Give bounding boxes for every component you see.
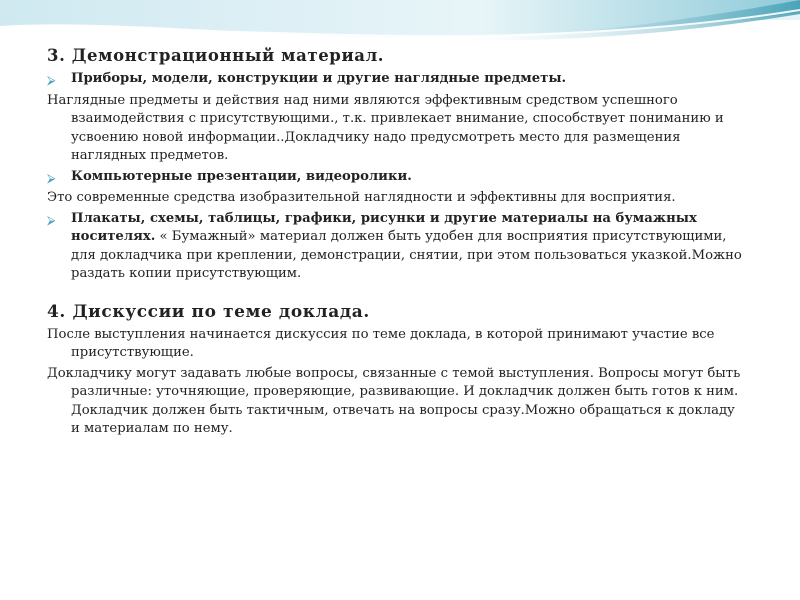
section-3-title: 3. Демонстрационный материал.	[47, 46, 385, 65]
bullet-posters-bold: Плакаты, схемы, таблицы, графики, рисунки и другие материалы на бумажных носителях.	[71, 210, 697, 244]
paragraph-questions: Докладчику могут задавать любые вопросы, связанные с темой выступления. Вопросы могут быть различные: уточняющие, проверяющие, развивающие. И докладчик должен быть готов к ним. Докладчик должен быть тактичным, отвечать на вопросы сразу.Можно обращаться к докладу и материалам по нему.	[47, 365, 741, 436]
bullet-devices-text: Приборы, модели, конструкции и другие наглядные предметы.	[71, 71, 567, 86]
arrow-bullet-icon: ⮚	[47, 73, 56, 87]
paragraph-visual-objects: Наглядные предметы и действия над ними являются эффективным средством успешного взаимодействия с присутствующими., т.к. привлекает внимание, способствует пониманию и усвоению новой информации..Докладчику надо предусмотреть место для размещения наглядных предметов.	[47, 92, 724, 163]
arrow-bullet-icon: ⮚	[47, 170, 56, 185]
bullet-posters	[47, 210, 747, 284]
arrow-bullet-icon: ⮚	[47, 212, 56, 227]
bullet-devices	[47, 70, 747, 89]
slide-content	[47, 46, 747, 441]
bullet-presentations	[47, 168, 747, 187]
paragraph-modern-means: Это современные средства изобразительной наглядности и эффективны для восприятия.	[47, 190, 676, 205]
bullet-presentations-text: Компьютерные презентации, видеоролики.	[71, 168, 412, 184]
paragraph-discussion-start: После выступления начинается дискуссия по теме доклада, в которой принимают участие все присутствующие.	[47, 326, 715, 360]
section-4-title: 4. Дискуссии по теме доклада.	[47, 301, 370, 322]
bullet-posters-text: « Бумажный» материал должен быть удобен для восприятия присутствующими, для докладчика при креплении, демонстрации, снятии, при этом пользоваться указкой.Можно раздать копии присутствующим.	[71, 229, 742, 281]
